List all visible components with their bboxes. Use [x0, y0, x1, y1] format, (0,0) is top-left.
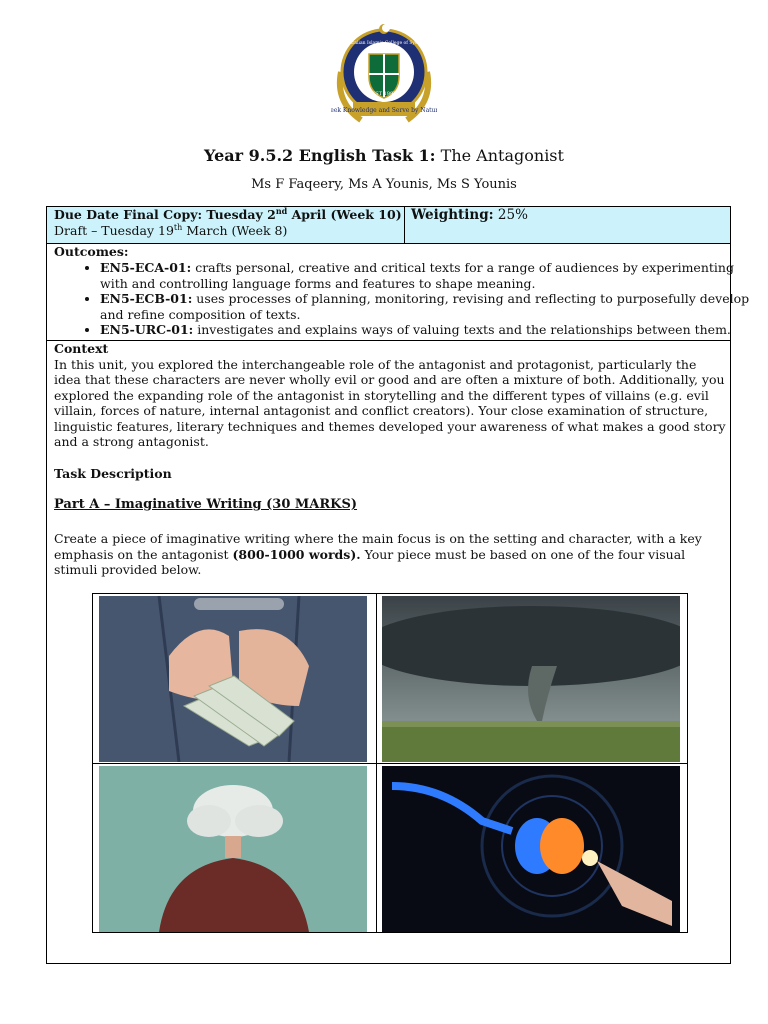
logo-motto: Seek Knowledge and Serve by Nature: [331, 107, 437, 114]
college-logo: [331, 22, 437, 126]
context-title: Context: [54, 341, 109, 356]
task-description-title: Task Description: [54, 466, 172, 481]
due-dates: [54, 207, 404, 239]
title-bold: Year 9.5.2 English Task 1:: [204, 146, 436, 165]
weighting-label: Weighting:: [411, 207, 494, 223]
final-due-date: Due Date Final Copy: Tuesday 2nd April (Week 10): [54, 205, 402, 222]
context-section: [54, 341, 726, 450]
weighting-value: 25%: [493, 207, 528, 223]
logo-est: EST 1997: [371, 91, 397, 97]
context-body: In this unit, you explored the interchangeable role of the antagonist and protagonist, particularly the idea that these characters are never wholly evil or good and are often a mixture of both. Additionally, you explored the expanding role of the antagonist in storytelling and the different types of villains (e.g. evil villain, forces of nature, internal antagonist and conflict creators). Your close examination of structure, linguistic features, literary techniques and themes developed your awareness of what makes a good story and a strong antagonist.: [54, 356, 726, 449]
outcomes-list: [73, 260, 750, 338]
stimulus-image-tornado: [382, 596, 680, 762]
outcomes-section: [47, 244, 750, 341]
task-instructions: Create a piece of imaginative writing where the main focus is on the setting and character, with a key emphasis on the antagonist (800-1000 words). Your piece must be based on one of the four visual stimuli provided below.: [54, 531, 702, 577]
outcomes-title: Outcomes:: [54, 244, 129, 259]
page-title: [0, 146, 768, 166]
stimulus-image-cloud-head: [99, 766, 367, 932]
logo-college-name: Australian Islamic College of Sydney: [342, 41, 426, 46]
stimulus-image-money-handcuffs: [99, 596, 367, 762]
visual-stimuli-grid: [92, 593, 688, 933]
stimulus-image-ai-brain: [382, 766, 680, 932]
outcome-item: • EN5-ECB-01: uses processes of planning, monitoring, revising and reflecting to purposefully develop and refine composition of texts.: [100, 291, 750, 322]
outcome-item: • EN5-ECA-01: crafts personal, creative and critical texts for a range of audiences by experimenting with and controlling language forms and features to shape meaning.: [100, 260, 750, 291]
outcome-item: • EN5-URC-01: investigates and explains ways of valuing texts and the relationships between them.: [100, 322, 750, 338]
weighting: [411, 207, 528, 224]
title-rest: The Antagonist: [435, 146, 564, 165]
task-table: [46, 205, 750, 964]
part-a-heading: Part A – Imaginative Writing (30 MARKS): [54, 497, 358, 512]
teachers: Ms F Faqeery, Ms A Younis, Ms S Younis: [251, 177, 517, 192]
draft-due-date: Draft – Tuesday 19th March (Week 8): [54, 222, 288, 238]
due-date-row: [47, 207, 730, 244]
